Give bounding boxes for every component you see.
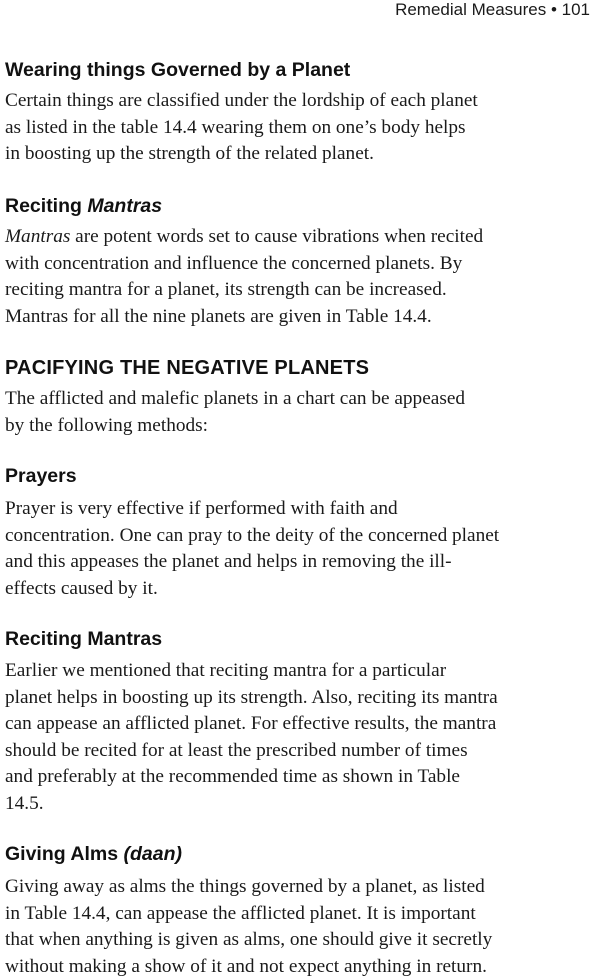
paragraph-reciting-mantras-2 xyxy=(5,658,595,818)
heading-text: Giving Alms xyxy=(5,843,124,865)
text-line: in Table 14.4, can appease the afflicted planet. It is important xyxy=(5,902,476,924)
heading-italic-text: (daan) xyxy=(123,843,182,865)
text-line: and this appeases the planet and helps in removing the ill- xyxy=(5,551,452,573)
heading-reciting-mantras xyxy=(5,194,162,218)
heading-wearing-things: Wearing things Governed by a Planet xyxy=(5,59,351,81)
text-line: and preferably at the recommended time as shown in Table xyxy=(5,766,460,788)
text-line: reciting mantra for a planet, its strength can be increased. xyxy=(5,279,447,301)
text-line: in boosting up the strength of the related planet. xyxy=(5,143,374,165)
paragraph-reciting-mantras xyxy=(5,224,595,330)
heading-prayers: Prayers xyxy=(5,465,77,487)
text-line: are potent words set to cause vibrations when recited xyxy=(70,226,484,247)
text-line: by the following methods: xyxy=(5,414,208,436)
heading-reciting-mantras-2: Reciting Mantras xyxy=(5,628,163,650)
paragraph-wearing-things xyxy=(5,88,595,168)
text-line: The afflicted and malefic planets in a chart can be appeased xyxy=(5,388,466,409)
text-line: Prayer is very effective if performed with faith and xyxy=(5,498,398,519)
heading-italic-text: Mantras xyxy=(87,195,163,217)
text-line: Certain things are classified under the lordship of each planet xyxy=(5,90,478,111)
text-line: planet helps in boosting up its strength. Also, reciting its mantra xyxy=(5,686,498,708)
running-head: Remedial Measures • 101 xyxy=(395,0,590,19)
text-line: with concentration and influence the concerned planets. By xyxy=(5,252,463,274)
text-line: should be recited for at least the prescribed number of times xyxy=(5,739,468,761)
paragraph-giving-alms xyxy=(5,874,595,980)
text-line: concentration. One can pray to the deity of the concerned planet xyxy=(5,524,500,546)
italic-word: Mantras xyxy=(5,226,71,247)
text-line: that when anything is given as alms, one should give it secretly xyxy=(5,929,493,951)
text-line: Giving away as alms the things governed by a planet, as listed xyxy=(5,876,485,897)
text-line: without making a show of it and not expect anything in return. xyxy=(5,955,487,977)
heading-text: Reciting xyxy=(5,195,88,217)
text-line: as listed in the table 14.4 wearing them on one’s body helps xyxy=(5,116,466,138)
heading-pacifying: PACIFYING THE NEGATIVE PLANETS xyxy=(5,357,370,379)
text-line: Mantras for all the nine planets are given in Table 14.4. xyxy=(5,305,432,327)
text-line: effects caused by it. xyxy=(5,577,158,599)
paragraph-prayers xyxy=(5,496,595,602)
text-line: 14.5. xyxy=(5,792,44,814)
heading-giving-alms xyxy=(5,842,182,866)
text-line: Earlier we mentioned that reciting mantra for a particular xyxy=(5,660,447,681)
paragraph-pacifying xyxy=(5,386,595,439)
text-line: can appease an afflicted planet. For effective results, the mantra xyxy=(5,713,497,735)
